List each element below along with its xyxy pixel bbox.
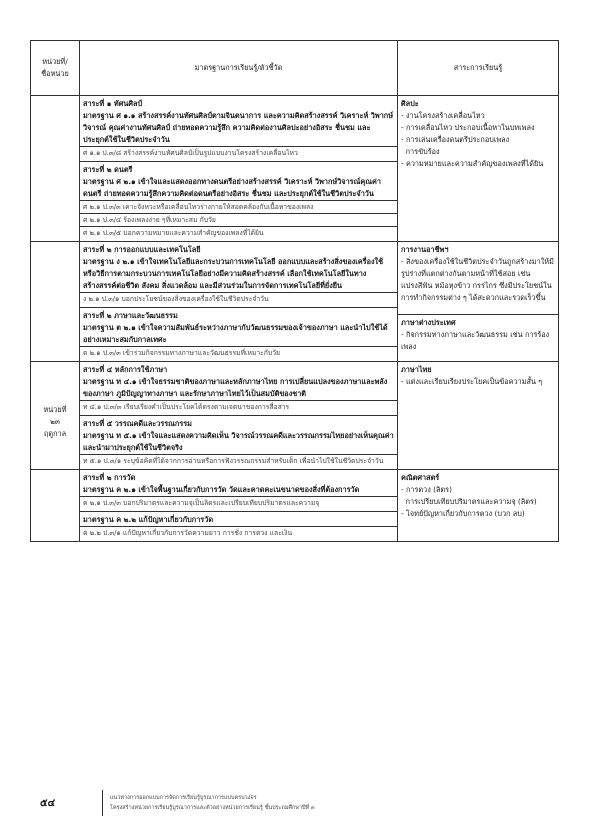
header-content: สาระการเรียนรู้ <box>398 41 559 96</box>
strand-title: สาระที่ ๒ การออกแบบและเทคโนโลยี <box>83 245 201 254</box>
table-header-row <box>31 41 559 96</box>
standards-cell <box>80 242 398 362</box>
header-standards: มาตรฐานการเรียนรู้/ตัวชี้วัด <box>80 41 398 96</box>
content-item: - สิ่งของเครื่องใช้ในชีวิตประจำวันถูกสร้างมาให้มีรูปร่างที่แตกต่างกันตามหน้าที่ใช้สอย เช่น แปรงสีฟัน หม้อหุงข้าว กรรไกร ซึ่งมีประโยชน์ในการทำกิจกรรมต่าง ๆ ได้สะดวกและรวดเร็วขึ้น <box>401 257 554 302</box>
indicator: ศ ๒.๑ ป.๓/๕ บอกความหมายและความสำคัญของเพลงที่ได้ยิน <box>80 226 397 239</box>
content-cell <box>398 242 559 362</box>
standard-block <box>80 98 397 159</box>
unit-cell <box>31 242 80 362</box>
standard-block <box>80 415 397 467</box>
standards-cell <box>80 470 398 542</box>
standard-text: มาตรฐาน ค ๒.๑ เข้าใจพื้นฐานเกี่ยวกับการวัด วัดและคาดคะเนขนาดของสิ่งที่ต้องการวัด <box>83 485 360 494</box>
table-row <box>31 96 559 242</box>
standard-text: มาตรฐาน ท ๔.๑ เข้าใจธรรมชาติของภาษาและหลักภาษาไทย การเปลี่ยนแปลงของภาษาและพลังของภาษา ภูมิปัญญาทางภาษา และรักษาภาษาไทยไว้เป็นสมบัติของชาติ <box>83 377 388 398</box>
strand-title: สาระที่ ๒ ภาษาและวัฒนธรรม <box>83 311 178 320</box>
curriculum-table <box>30 40 559 542</box>
content-cell <box>398 470 559 542</box>
standard-text: มาตรฐาน ศ ๒.๑ เข้าใจและแสดงออกทางดนตรีอย่างสร้างสรรค์ วิเคราะห์ วิพากษ์วิจารณ์คุณค่าดนตรี ถ่ายทอดความรู้สึกความคิดต่อดนตรีอย่างอิสระ ชื่นชม และประยุกต์ใช้ในชีวิตประจำวัน <box>83 177 381 198</box>
table-row <box>31 470 559 542</box>
table-row <box>31 362 559 470</box>
content-title: ภาษาต่างประเทศ <box>398 314 558 329</box>
indicator: ศ ๑.๑ ป.๓/๘ สร้างสรรค์งานทัศนศิลป์เป็นรูปแบบงานโครงสร้างเคลื่อนไหว <box>80 146 397 159</box>
content-item: - โจทย์ปัญหาเกี่ยวกับการตวง (บวก ลบ) <box>401 509 525 518</box>
content-cell <box>398 96 559 242</box>
standard-block <box>80 161 397 239</box>
content-item: - แต่งและเรียบเรียงประโยคเป็นข้อความสั้น ๆ <box>401 377 543 386</box>
indicator: ค ๒.๒ ป.๓/๑ แก้ปัญหาเกี่ยวกับการวัดความยาว การชั่ง การตวง และเงิน <box>80 526 397 539</box>
strand-title: สาระที่ ๑ ทัศนศิลป์ <box>83 99 143 108</box>
page-number: ๕๔ <box>40 798 56 809</box>
footer-line-2: โครงสร้างหน่วยการเรียนรู้บูรณาการและตัวอย่างหน่วยการเรียนรู้ ชั้นประถมศึกษาปีที่ ๓ <box>110 805 315 811</box>
content-title: การงานอาชีพฯ <box>401 245 449 254</box>
footer-divider <box>102 790 103 816</box>
indicator: ศ ๒.๑ ป.๓/๓ เคาะจังหวะหรือเคลื่อนไหวร่างกายให้สอดคล้องกับเนื้อหาของเพลง <box>80 200 397 213</box>
content-item: การเปรียบเทียบปริมาตรและความจุ (ลิตร) <box>401 497 537 506</box>
standards-cell <box>80 362 398 470</box>
standard-block <box>80 472 397 509</box>
table-row <box>31 242 559 362</box>
content-item: - ความหมายและความสำคัญของเพลงที่ได้ยิน <box>401 159 544 168</box>
standard-text: มาตรฐาน ค ๒.๒ แก้ปัญหาเกี่ยวกับการวัด <box>83 515 214 524</box>
indicator: ท ๔.๑ ป.๓/๓ เรียบเรียงคำเป็นประโยคได้ตรงตามเจตนาของการสื่อสาร <box>80 400 397 413</box>
content-cell <box>398 362 559 470</box>
standards-cell <box>80 96 398 242</box>
content-item: - การตวง (ลิตร) <box>401 485 452 494</box>
strand-title: สาระที่ ๕ วรรณคดีและวรรณกรรม <box>83 419 192 428</box>
unit-cell: หน่วยที่ ๒๓ ฤดูกาล <box>31 362 80 470</box>
content-item: การขับร้อง <box>401 147 440 156</box>
standard-text: มาตรฐาน ง ๒.๑ เข้าใจเทคโนโลยีและกระบวนการเทคโนโลยี ออกแบบและสร้างสิ่งของเครื่องใช้ หรือวิธีการตามกระบวนการเทคโนโลยีอย่างมีความคิดสร้างสรรค์ เลือกใช้เทคโนโลยีในทางสร้างสรรค์ต่อชีวิต สังคม สิ่งแวดล้อม และมีส่วนร่วมในการจัดการเทคโนโลยีที่ยั่งยืน <box>83 257 384 290</box>
indicator: ต ๒.๑ ป.๓/๓ เข้าร่วมกิจกรรมทางภาษาและวัฒนธรรมที่เหมาะกับวัย <box>80 346 397 359</box>
indicator: ศ ๒.๑ ป.๓/๔ ร้องเพลงง่าย ๆที่เหมาะสม กับวัย <box>80 213 397 226</box>
content-item: - การเคลื่อนไหว ประกอบเนื้อหาในบทเพลง <box>401 123 535 132</box>
unit-cell <box>31 470 80 542</box>
content-title: ศิลปะ <box>401 99 419 108</box>
page-footer <box>30 788 558 818</box>
content-title: คณิตศาสตร์ <box>401 473 440 482</box>
content-title: ภาษาไทย <box>401 365 432 374</box>
standard-block <box>80 244 397 305</box>
content-item: - งานโครงสร้างเคลื่อนไหว <box>401 111 485 120</box>
standard-block <box>80 364 397 413</box>
indicator: ท ๕.๑ ป.๓/๑ ระบุข้อคิดที่ได้จากการอ่านหรือการฟังวรรณกรรมสำหรับเด็ก เพื่อนำไปใช้ในชีวิตประจำวัน <box>80 454 397 467</box>
content-item: - กิจกรรมทางภาษาและวัฒนธรรม เช่น การร้องเพลง <box>401 330 550 351</box>
indicator: ค ๒.๑ ป.๓/๓ บอกปริมาตรและความจุเป็นลิตรและเปรียบเทียบปริมาตรและความจุ <box>80 496 397 509</box>
indicator: ง ๒.๑ ป.๓/๑ บอกประโยชน์ของสิ่งของเครื่องใช้ในชีวิตประจำวัน <box>80 292 397 305</box>
curriculum-table-page <box>30 40 558 542</box>
unit-cell <box>31 96 80 242</box>
strand-title: สาระที่ ๔ หลักการใช้ภาษา <box>83 365 168 374</box>
content-item: - การเล่นเครื่องดนตรีประกอบเพลง <box>401 135 510 144</box>
standard-text: มาตรฐาน ท ๕.๑ เข้าใจและแสดงความคิดเห็น วิจารณ์วรรณคดีและวรรณกรรมไทยอย่างเห็นคุณค่าและนำมาประยุกต์ใช้ในชีวิตจริง <box>83 431 394 452</box>
standard-block <box>80 511 397 539</box>
standard-text: มาตรฐาน ศ ๑.๑ สร้างสรรค์งานทัศนศิลป์ตามจินตนาการ และความคิดสร้างสรรค์ วิเคราะห์ วิพากษ์ วิจารณ์ คุณค่างานทัศนศิลป์ ถ่ายทอดความรู้สึก ความคิดต่องานศิลปะอย่างอิสระ ชื่นชม และประยุกต์ใช้ในชีวิตประจำวัน <box>83 111 394 144</box>
strand-title: สาระที่ ๒ ดนตรี <box>83 165 133 174</box>
footer-line-1: แนวทางการออกแบบการจัดการเรียนรู้บูรณาการแบบครบวงจร <box>110 795 257 801</box>
header-unit: หน่วยที่/ ชื่อหน่วย <box>31 41 80 96</box>
standard-text: มาตรฐาน ต ๒.๑ เข้าใจความสัมพันธ์ระหว่างภาษากับวัฒนธรรมของเจ้าของภาษา และนำไปใช้ได้อย่างเหมาะสมกับกาลเทศะ <box>83 323 388 344</box>
standard-block <box>80 307 397 359</box>
strand-title: สาระที่ ๒ การวัด <box>83 473 136 482</box>
